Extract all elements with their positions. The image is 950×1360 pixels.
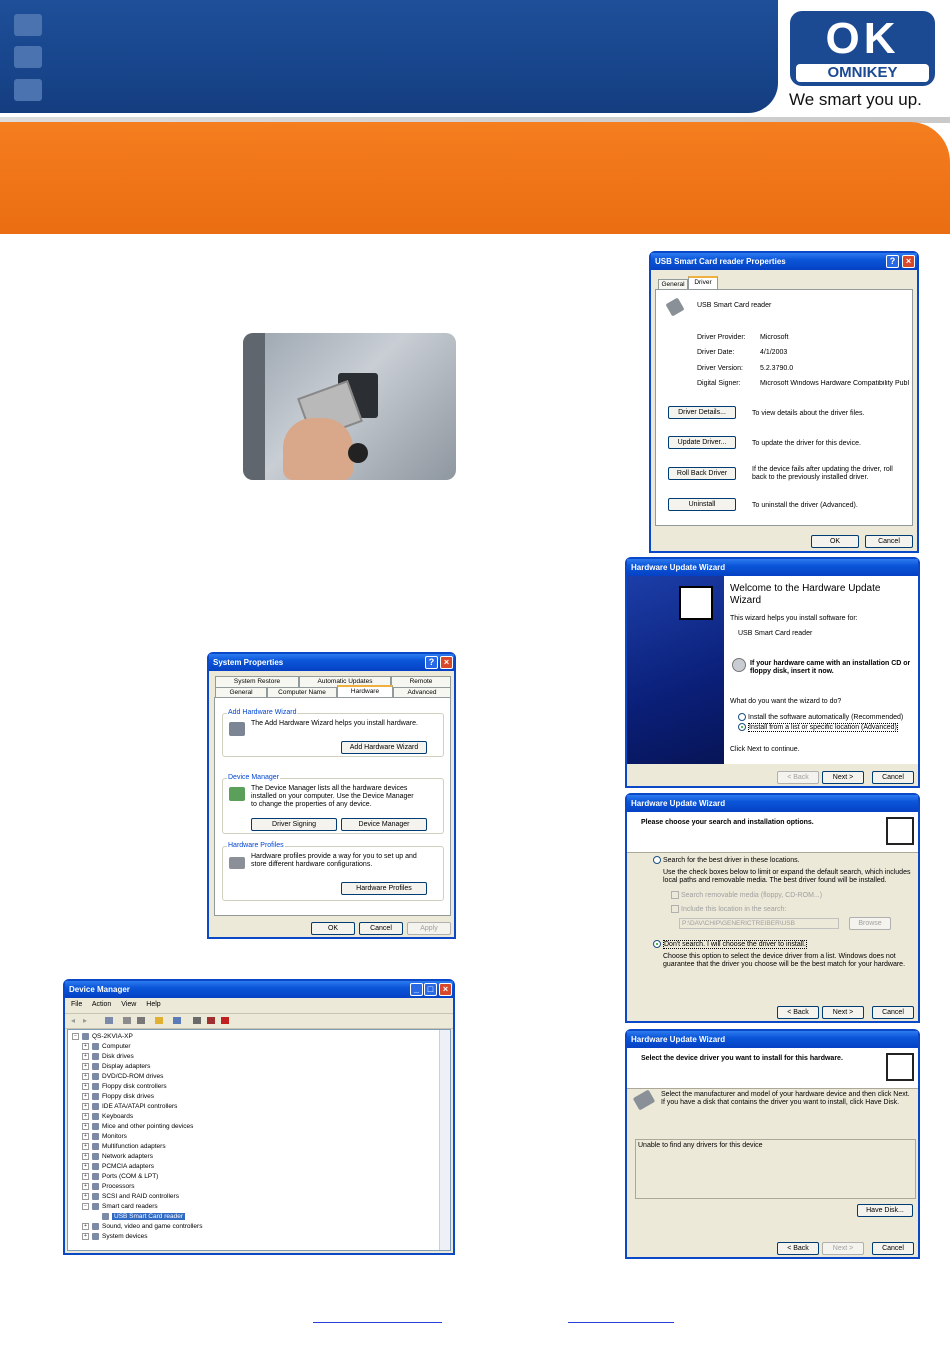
wizard-heading: Please choose your search and installation options.	[641, 819, 814, 826]
tree-item[interactable]: + Ports (COM & LPT)	[82, 1172, 158, 1182]
browse-button[interactable]: Browse	[849, 917, 891, 930]
tree-item[interactable]: + Keyboards	[82, 1112, 133, 1122]
rollback-description: If the device fails after updating the driver, roll back to the previously installed driver.	[752, 466, 893, 481]
wizard-content	[724, 576, 918, 764]
toolbar	[65, 1013, 453, 1029]
check-include-location[interactable]: Include this location in the search:	[671, 905, 786, 913]
logo-tagline: We smart you up.	[789, 90, 922, 109]
hardware-icon	[886, 1053, 914, 1081]
menu-bar	[71, 1001, 161, 1011]
usb-plug-photo	[243, 333, 456, 480]
option-dont-search[interactable]: Don't search. I will choose the driver to install.	[653, 940, 807, 948]
tree-item[interactable]: + Display adapters	[82, 1062, 150, 1072]
group-text: Hardware profiles provide a way for you to set up and store different hardware configurations.	[251, 853, 417, 868]
menu-file[interactable]: File	[71, 1001, 83, 1008]
tree-item[interactable]: + PCMCIA adapters	[82, 1162, 154, 1172]
driver-signing-button[interactable]: Driver Signing	[251, 818, 337, 831]
footer-link-2[interactable]	[568, 1322, 674, 1323]
print-icon[interactable]	[137, 1017, 145, 1024]
continue-text: Click Next to continue.	[730, 746, 800, 753]
card-reader-icon	[665, 297, 684, 316]
tab-general[interactable]: General	[658, 279, 688, 290]
info-label: Driver Version:	[697, 365, 743, 372]
device-name: USB Smart Card reader	[697, 302, 772, 309]
next-button[interactable]: Next >	[822, 1242, 864, 1255]
system-properties-window	[207, 652, 456, 939]
wizard-heading: Welcome to the Hardware Update Wizard	[730, 583, 881, 606]
info-label: Digital Signer:	[697, 380, 741, 387]
window-title: Hardware Update Wizard	[631, 1035, 726, 1044]
footer-link-1[interactable]	[313, 1322, 442, 1323]
wizard-device: USB Smart Card reader	[738, 630, 813, 637]
wizard-side-graphic	[627, 576, 724, 764]
cancel-button[interactable]: Cancel	[872, 771, 914, 784]
tab-computer-name[interactable]: Computer Name	[267, 687, 337, 698]
header-banner	[0, 0, 778, 113]
group-text: The Add Hardware Wizard helps you install hardware.	[251, 720, 418, 727]
tree-item[interactable]: + SCSI and RAID controllers	[82, 1192, 179, 1202]
info-label: Driver Date:	[697, 349, 735, 356]
tree-item[interactable]: + Mice and other pointing devices	[82, 1122, 193, 1132]
cd-note: If your hardware came with an installation CD or floppy disk, insert it now.	[750, 660, 911, 675]
header-square-2	[14, 46, 42, 68]
device-manager-window	[63, 979, 455, 1255]
tree-item[interactable]: + Sound, video and game controllers	[82, 1222, 202, 1232]
driver-provider: Microsoft	[760, 334, 789, 341]
uninstall-icon[interactable]	[221, 1017, 229, 1024]
wizard-header	[627, 812, 918, 853]
driver-panel	[655, 289, 913, 526]
forward-arrow-icon[interactable]: ▸	[83, 1016, 88, 1025]
driver-list-message: Unable to find any drivers for this device	[638, 1142, 763, 1149]
tree-item[interactable]: + DVD/CD-ROM drives	[82, 1072, 163, 1082]
hardware-profiles-button[interactable]: Hardware Profiles	[341, 882, 427, 895]
device-tree	[67, 1029, 451, 1251]
location-path-input[interactable]: P:\DAV\CHIP\GENERICTREIBER\USB	[679, 918, 839, 929]
ok-button[interactable]: OK	[811, 535, 859, 548]
logo-badge: OK	[825, 14, 900, 63]
window-title: Hardware Update Wizard	[631, 563, 726, 572]
details-description: To view details about the driver files.	[752, 410, 865, 417]
wizard-question: What do you want the wizard to do?	[730, 698, 842, 705]
cd-icon	[732, 658, 746, 672]
wizard-header	[627, 1048, 918, 1089]
group-text: The Device Manager lists all the hardware devices installed on your computer. Use the Device Manager to change the properties of any device.	[251, 785, 414, 808]
help-icon[interactable]: ?	[886, 255, 899, 268]
menu-view[interactable]: View	[121, 1001, 137, 1008]
tree-root[interactable]: − QS-2KVIA-XP	[72, 1032, 133, 1042]
window-title: System Properties	[213, 658, 284, 667]
hardware-icon	[679, 586, 713, 620]
select-description: Select the manufacturer and model of your hardware device and then click Next. If you have a disk that contains the driver you want to install, click Have Disk.	[661, 1091, 910, 1106]
next-button[interactable]: Next >	[822, 1006, 864, 1019]
hardware-update-wizard-select-driver	[625, 1029, 920, 1259]
have-disk-button[interactable]: Have Disk...	[857, 1204, 913, 1217]
usb-properties-window	[649, 251, 919, 553]
window-title: Hardware Update Wizard	[631, 799, 726, 808]
cancel-button[interactable]: Cancel	[359, 922, 403, 935]
option-automatic[interactable]: Install the software automatically (Recommended)	[738, 713, 903, 721]
uninstall-button[interactable]: Uninstall	[668, 498, 736, 511]
back-button[interactable]: < Back	[777, 1006, 819, 1019]
disable-icon[interactable]	[207, 1017, 215, 1024]
header-square-3	[14, 79, 42, 101]
update-icon[interactable]	[193, 1017, 201, 1024]
view-icon[interactable]	[105, 1017, 113, 1024]
hardware-profiles-icon	[229, 857, 245, 869]
orange-banner	[0, 122, 950, 234]
hardware-icon	[886, 817, 914, 845]
help-icon[interactable]	[155, 1017, 163, 1024]
back-button[interactable]: < Back	[777, 771, 819, 784]
logo-brand: OMNIKEY	[796, 64, 929, 82]
uninstall-description: To uninstall the driver (Advanced).	[752, 502, 858, 509]
group-title: Add Hardware Wizard	[228, 709, 297, 716]
logo	[790, 11, 935, 86]
tree-item[interactable]: + Computer	[82, 1042, 131, 1052]
header-square-1	[14, 14, 42, 36]
driver-list[interactable]	[635, 1139, 916, 1199]
tree-item[interactable]: + Disk drives	[82, 1052, 134, 1062]
window-title: Device Manager	[69, 985, 130, 994]
menu-action[interactable]: Action	[91, 1001, 112, 1008]
tree-item[interactable]: + Network adapters	[82, 1152, 153, 1162]
hardware-panel	[214, 697, 451, 916]
device-manager-icon	[229, 787, 245, 801]
search-description: Use the check boxes below to limit or expand the default search, which includes local paths and removable media. The best driver found will be installed.	[663, 869, 911, 884]
scan-icon[interactable]	[173, 1017, 181, 1024]
minimize-icon[interactable]: _	[410, 983, 423, 996]
driver-version: 5.2.3790.0	[760, 365, 794, 372]
tree-item-selected[interactable]: USB Smart Card reader	[102, 1212, 185, 1222]
add-hardware-icon	[229, 722, 245, 736]
device-manager-group	[222, 774, 444, 834]
driver-date: 4/1/2003	[760, 349, 788, 356]
cancel-button[interactable]: Cancel	[872, 1242, 914, 1255]
properties-icon[interactable]	[123, 1017, 131, 1024]
hardware-update-wizard-welcome	[625, 557, 920, 788]
tab-hardware[interactable]: Hardware	[337, 685, 393, 698]
tree-item[interactable]: + Processors	[82, 1182, 135, 1192]
driver-details-button[interactable]: Driver Details...	[668, 406, 736, 419]
next-button[interactable]: Next >	[822, 771, 864, 784]
help-icon[interactable]: ?	[425, 656, 438, 669]
group-title: Device Manager	[228, 774, 279, 781]
back-button[interactable]: < Back	[777, 1242, 819, 1255]
device-manager-button[interactable]: Device Manager	[341, 818, 427, 831]
tree-item[interactable]: + System devices	[82, 1232, 148, 1242]
close-icon[interactable]: ×	[902, 255, 915, 268]
back-arrow-icon[interactable]: ◂	[71, 1016, 76, 1025]
update-driver-button[interactable]: Update Driver...	[668, 436, 736, 449]
cancel-button[interactable]: Cancel	[865, 535, 913, 548]
hardware-profiles-group	[222, 842, 444, 901]
tab-advanced[interactable]: Advanced	[393, 687, 451, 698]
tab-remote[interactable]: Remote	[391, 676, 451, 687]
option-advanced[interactable]: Install from a list or specific location (Advanced)	[738, 723, 898, 731]
add-hardware-group	[222, 709, 444, 757]
digital-signer: Microsoft Windows Hardware Compatibility Publ	[760, 380, 909, 387]
option-search[interactable]: Search for the best driver in these locations.	[653, 856, 800, 864]
update-description: To update the driver for this device.	[752, 440, 861, 447]
tab-driver[interactable]: Driver	[688, 276, 718, 289]
close-icon[interactable]: ×	[439, 983, 452, 996]
tab-automatic-updates[interactable]: Automatic Updates	[299, 676, 391, 687]
add-hardware-wizard-button[interactable]: Add Hardware Wizard	[341, 741, 427, 754]
check-removable-media[interactable]: Search removable media (floppy, CD-ROM...)	[671, 891, 822, 899]
tree-item[interactable]: + IDE ATA/ATAPI controllers	[82, 1102, 177, 1112]
vertical-scrollbar[interactable]	[439, 1030, 450, 1250]
card-reader-icon	[633, 1089, 656, 1110]
wizard-heading: Select the device driver you want to install for this hardware.	[641, 1055, 843, 1062]
tree-item[interactable]: + Monitors	[82, 1132, 127, 1142]
ok-button[interactable]: OK	[311, 922, 355, 935]
menu-help[interactable]: Help	[146, 1001, 161, 1008]
apply-button[interactable]: Apply	[407, 922, 451, 935]
tree-item[interactable]: + Floppy disk drives	[82, 1092, 154, 1102]
tab-general[interactable]: General	[215, 687, 267, 698]
cancel-button[interactable]: Cancel	[872, 1006, 914, 1019]
group-title: Hardware Profiles	[228, 842, 284, 849]
roll-back-driver-button[interactable]: Roll Back Driver	[668, 467, 736, 480]
tab-system-restore[interactable]: System Restore	[215, 676, 299, 687]
maximize-icon[interactable]: □	[424, 983, 437, 996]
close-icon[interactable]: ×	[440, 656, 453, 669]
info-label: Driver Provider:	[697, 334, 746, 341]
wizard-intro: This wizard helps you install software for:	[730, 615, 858, 622]
tree-item[interactable]: + Floppy disk controllers	[82, 1082, 167, 1092]
tree-item[interactable]: − Smart card readers	[82, 1202, 158, 1212]
tree-item[interactable]: + Multifunction adapters	[82, 1142, 166, 1152]
dont-search-description: Choose this option to select the device driver from a list. Windows does not guarantee that the driver you choose will be the best match for your hardware.	[663, 953, 906, 968]
hardware-update-wizard-search-options	[625, 793, 920, 1023]
window-title: USB Smart Card reader Properties	[655, 257, 786, 266]
